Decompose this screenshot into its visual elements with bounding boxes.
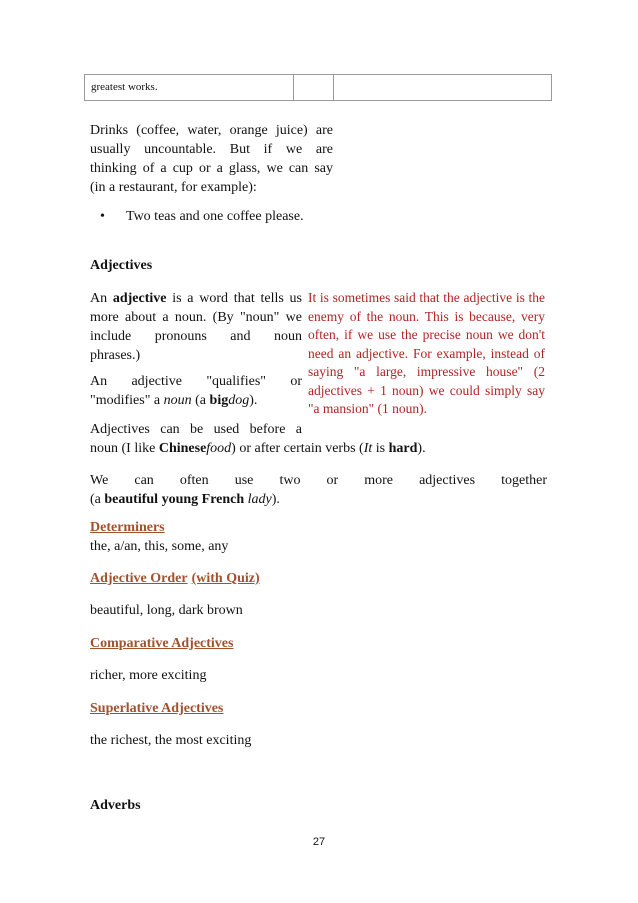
word: use [234, 473, 254, 488]
italic-run: noun [163, 393, 192, 408]
text-run: is [372, 441, 389, 456]
bullet-item [100, 207, 304, 226]
word: together [501, 473, 547, 488]
determiners-link[interactable]: Determiners [90, 520, 165, 535]
text-run: "modifies" a [90, 393, 164, 408]
bold-run: Chinese [158, 441, 207, 456]
word: more [364, 473, 393, 488]
adjective-order-quiz-link[interactable]: (with Quiz) [191, 571, 260, 586]
text-run: noun (I like [90, 441, 159, 456]
drinks-line: (in a restaurant, for example): [90, 180, 257, 195]
determiners-examples: the, a/an, this, some, any [90, 539, 229, 554]
top-table [84, 74, 552, 101]
word: can [134, 473, 154, 488]
text-run: ). [249, 393, 258, 408]
table-cell-2 [294, 75, 334, 100]
superlative-examples: the richest, the most exciting [90, 733, 252, 748]
drinks-line: usually uncountable. But if we are [90, 142, 333, 157]
drinks-line: thinking of a cup or a glass, we can say [90, 161, 333, 176]
adjective-definition [90, 289, 302, 365]
drinks-paragraph [90, 121, 333, 197]
word: or [326, 473, 339, 488]
italic-run: It [363, 441, 373, 456]
definition-line [90, 289, 302, 308]
italic-run: dog [228, 393, 250, 408]
adjective-order-links [90, 569, 260, 588]
adjectives-heading: Adjectives [90, 258, 153, 273]
comparative-adjectives-link[interactable]: Comparative Adjectives [90, 636, 234, 651]
text-run: ). [271, 492, 280, 507]
superlative-adjectives-link[interactable]: Superlative Adjectives [90, 701, 224, 716]
text-run: is a word that tells us [166, 291, 302, 306]
bold-run: beautiful young French [104, 492, 245, 507]
used-before-line [90, 439, 550, 458]
text-run: (a [90, 492, 105, 507]
table-cell-1: greatest works. [85, 75, 294, 100]
word: two [279, 473, 301, 488]
table-cell-3 [334, 75, 551, 100]
text-run: (a [191, 393, 210, 408]
definition-line: include pronouns and noun [90, 329, 302, 344]
qualifies-line: An adjective "qualifies" or [90, 374, 302, 389]
qualifies-line [90, 391, 302, 410]
term-adjective: adjective [112, 291, 167, 306]
two-or-more-paragraph [90, 471, 547, 509]
adjective-order-link[interactable]: Adjective Order [90, 571, 188, 586]
word: often [179, 473, 209, 488]
bold-run: big [209, 393, 229, 408]
word: We [90, 473, 109, 488]
comparative-examples: richer, more exciting [90, 668, 207, 683]
bold-run: hard [388, 441, 418, 456]
italic-run: food [206, 441, 232, 456]
callout-note: It is sometimes said that the adjective is the enemy of the noun. This is because, very often, if we use the precise noun we don't need an adjective. For example, instead of saying "a large, impressive house" (2 adjectives + 1 noun) we could simply say "a mansion" (1 noun). [308, 290, 545, 416]
definition-line: phrases.) [90, 348, 141, 363]
adverbs-heading: Adverbs [90, 798, 141, 813]
italic-run: lady [247, 492, 272, 507]
qualifies-paragraph [90, 372, 302, 410]
text-run: An [90, 291, 113, 306]
text-run: ) or after certain verbs ( [231, 441, 364, 456]
used-before-line: Adjectives can be used before a [90, 422, 302, 437]
drinks-line: Drinks (coffee, water, orange juice) are [90, 123, 333, 138]
adjective-order-examples: beautiful, long, dark brown [90, 603, 243, 618]
two-or-more-line [90, 471, 547, 490]
bullet-icon: • [100, 209, 105, 224]
two-or-more-line [90, 490, 547, 509]
page-number: 27 [312, 836, 326, 848]
definition-line: more about a noun. (By "noun" we [90, 310, 302, 325]
word: adjectives [419, 473, 476, 488]
text-run: ). [417, 441, 426, 456]
bullet-text: Two teas and one coffee please. [126, 209, 304, 224]
used-before-paragraph [90, 420, 550, 458]
